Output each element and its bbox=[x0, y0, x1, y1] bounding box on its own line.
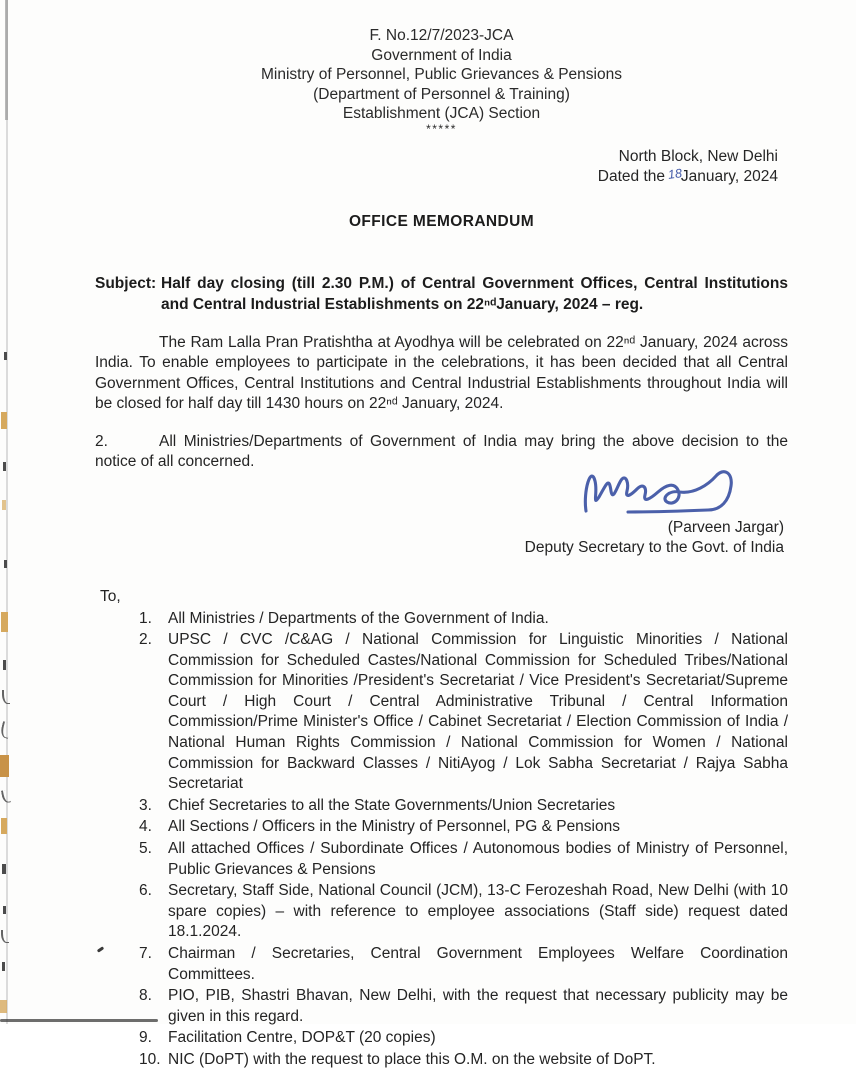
subject-block bbox=[95, 273, 788, 316]
item-number: 5. bbox=[139, 840, 152, 858]
list-item bbox=[95, 630, 788, 795]
body-paragraph-1: The Ram Lalla Pran Pratishtha at Ayodhya will be celebrated on 22ⁿᵈ January, 2024 across India. To enable employees to participate in the celebrations, it has been decided that all Central Government Offices, Central Institutions and Central Industrial Establishments throughout India will be closed for half day till 1430 hours on 22ⁿᵈ January, 2024. bbox=[95, 333, 788, 412]
memo-content bbox=[95, 26, 788, 1072]
scan-artifact bbox=[0, 1000, 7, 1013]
paragraph-2-text: All Ministries/Departments of Government of India may bring the above decision to the notice of all concerned. bbox=[95, 432, 788, 470]
item-number: 6. bbox=[139, 882, 152, 900]
signature-ink bbox=[572, 455, 758, 519]
handwritten-date: 18 bbox=[667, 165, 683, 182]
item-text: Chairman / Secretaries, Central Government Employees Welfare Coordination Committees. bbox=[168, 945, 788, 983]
item-text: NIC (DoPT) with the request to place this O.M. on the website of DoPT. bbox=[168, 1050, 656, 1068]
scan-artifact bbox=[2, 690, 10, 704]
scan-artifact bbox=[0, 755, 9, 777]
scan-artifact bbox=[1, 930, 9, 943]
signature-block bbox=[95, 455, 788, 558]
list-item bbox=[95, 944, 788, 985]
org-line-ministry: Ministry of Personnel, Public Grievances & Pensions bbox=[261, 66, 622, 83]
date-suffix: January, 2024 bbox=[680, 167, 778, 185]
item-number: 7. bbox=[139, 945, 152, 962]
item-number: 8. bbox=[139, 987, 152, 1005]
scan-artifact bbox=[2, 962, 5, 971]
subject-text: Half day closing (till 2.30 P.M.) of Central Government Offices, Central Institutions and Central Industrial Establishments on 22ⁿᵈJanuary, 2024 – reg. bbox=[161, 274, 788, 313]
signatory-designation: Deputy Secretary to the Govt. of India bbox=[524, 538, 784, 556]
list-item bbox=[95, 881, 788, 943]
scan-edge-line bbox=[6, 0, 8, 1024]
item-text: Chief Secretaries to all the State Governments/Union Secretaries bbox=[168, 796, 616, 814]
memo-title: OFFICE MEMORANDUM bbox=[348, 212, 535, 230]
item-text: All Sections / Officers in the Ministry of Personnel, PG & Pensions bbox=[168, 818, 620, 836]
list-item bbox=[95, 839, 788, 880]
scan-artifact bbox=[3, 660, 6, 670]
item-number: 4. bbox=[139, 818, 152, 836]
scan-artifact bbox=[1, 412, 7, 429]
distribution-list bbox=[95, 609, 788, 1071]
dateline-date bbox=[95, 167, 778, 187]
dateline bbox=[95, 147, 788, 187]
list-item bbox=[95, 796, 788, 817]
file-number: F. No.12/7/2023-JCA bbox=[369, 27, 514, 44]
org-line-department: (Department of Personnel & Training) bbox=[313, 85, 570, 103]
scan-artifact bbox=[3, 906, 6, 914]
scan-artifact bbox=[3, 462, 6, 471]
item-number: 3. bbox=[139, 796, 152, 814]
item-text: All Ministries / Departments of the Government of India. bbox=[168, 609, 549, 627]
item-text: All attached Offices / Subordinate Offices / Autonomous bodies of Ministry of Personnel, Public Grievances & Pensions bbox=[168, 840, 788, 878]
item-text: Secretary, Staff Side, National Council (JCM), 13-C Ferozeshah Road, New Delhi (with 10 spare copies) – with reference to employee associations (Staff side) request dated 18.1.2024. bbox=[168, 882, 788, 941]
item-text: UPSC / CVC /C&AG / National Commission for Linguistic Minorities / National Commission for Scheduled Castes/National Commission for Scheduled Tribes/National Commission for Minorities /President's Secretariat / Vice President's Secretariat/Supreme Court / High Court / Central Administrative Tribunal / Central Information Commission/Prime Minister's Office / Cabinet Secretariat / Election Commission of India / National Human Rights Commission / National Commission for Women / National Commission for Backward Classes / NitiAyog / Lok Sabha Secretariat / Rajya Sabha Secretariat bbox=[168, 631, 788, 793]
list-item bbox=[95, 817, 788, 838]
dateline-place: North Block, New Delhi bbox=[618, 147, 778, 165]
item-number: 2. bbox=[139, 631, 152, 649]
paragraph-number: 2. bbox=[95, 432, 108, 450]
list-item bbox=[95, 609, 788, 630]
scan-artifact bbox=[1, 789, 11, 803]
scan-artifact bbox=[2, 864, 6, 874]
date-prefix: Dated the bbox=[597, 167, 665, 185]
scan-edge-line-top bbox=[5, 0, 8, 120]
list-item bbox=[95, 1028, 788, 1049]
header-separator: ***** bbox=[426, 121, 457, 136]
list-item bbox=[95, 986, 788, 1027]
scan-artifact bbox=[4, 560, 7, 568]
scan-artifact bbox=[1, 612, 8, 632]
item-text: Facilitation Centre, DOP&T (20 copies) bbox=[168, 1029, 436, 1047]
item-number: 1. bbox=[139, 609, 152, 627]
item-number: 9. bbox=[139, 1029, 152, 1047]
item-text: PIO, PIB, Shastri Bhavan, New Delhi, with the request that necessary publicity may be given in this regard. bbox=[168, 987, 788, 1025]
org-line-government: Government of India bbox=[371, 46, 512, 64]
signatory-name: (Parveen Jargar) bbox=[667, 518, 784, 536]
scan-artifact bbox=[4, 352, 7, 360]
item-number: 10. bbox=[139, 1050, 161, 1068]
subject-label: Subject: bbox=[95, 274, 157, 292]
scan-artifact bbox=[1, 818, 7, 834]
list-item bbox=[95, 1050, 788, 1071]
salutation: To, bbox=[100, 587, 121, 605]
scan-artifact bbox=[2, 500, 6, 510]
org-line-section: Establishment (JCA) Section bbox=[342, 105, 541, 122]
scan-artifact bbox=[0, 721, 12, 739]
